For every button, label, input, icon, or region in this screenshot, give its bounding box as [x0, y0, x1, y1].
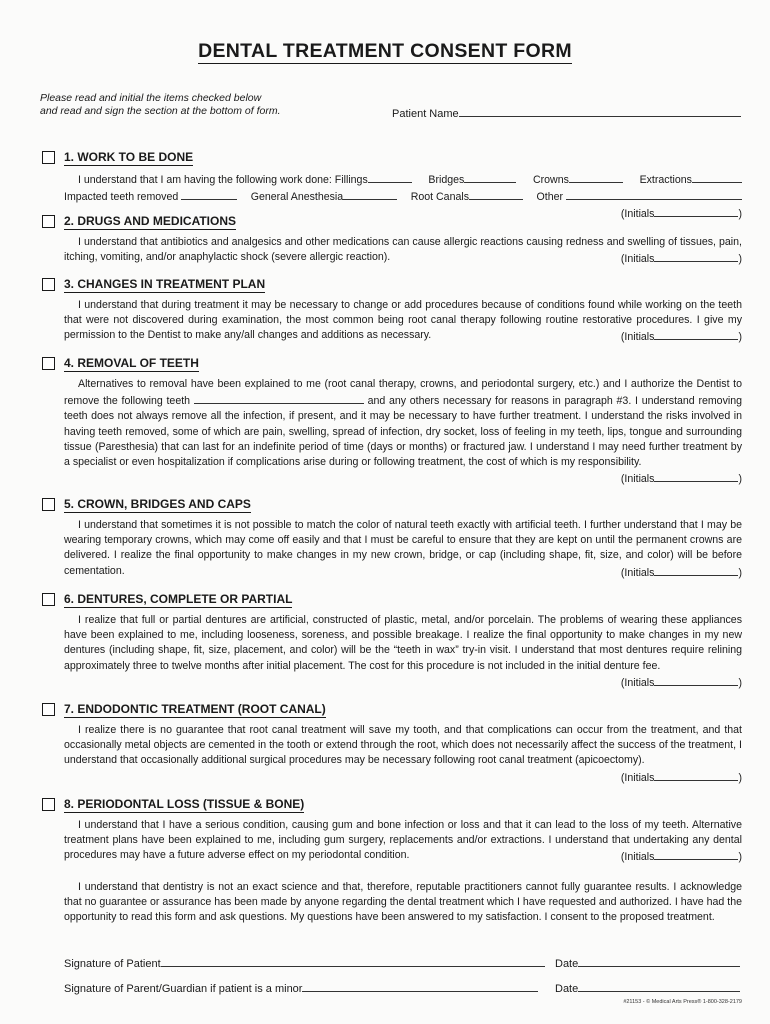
- section-3-title: 3. CHANGES IN TREATMENT PLAN: [64, 277, 266, 291]
- instructions: Please read and initial the items checked below and read and sign the section at the bottom of form.: [40, 92, 281, 117]
- section-8-checkbox[interactable]: [42, 798, 55, 811]
- section-work-to-be-done: [42, 150, 742, 220]
- section-2-checkbox[interactable]: [42, 215, 55, 228]
- section-5-title: 5. CROWN, BRIDGES AND CAPS: [64, 497, 251, 511]
- closing-statement: I understand that dentistry is not an exact science and that, therefore, reputable practitioners cannot fully guarantee results. I acknowledge that no guarantee or assurance has been made by anyone regarding the dental treatment which I have requested and authorized. I have had the opportunity to read this form and ask questions. My questions have been answered to my satisfaction. I consent to the proposed treatment.: [64, 881, 742, 924]
- teeth-to-remove-line[interactable]: [194, 392, 364, 404]
- section-4-title: 4. REMOVAL OF TEETH: [64, 356, 199, 370]
- section-7-checkbox[interactable]: [42, 703, 55, 716]
- guardian-signature-field[interactable]: Signature of Parent/Guardian if patient is a minor: [64, 980, 538, 995]
- form-title: DENTAL TREATMENT CONSENT FORM: [198, 40, 572, 62]
- section-1-title: 1. WORK TO BE DONE: [64, 150, 194, 164]
- section-6-body: I realize that full or partial dentures are artificial, constructed of plastic, metal, and/or porcelain. The problems of wearing these appliances have been explained to me, including looseness, soreness, and possible breakage. I realize the final opportunity to make changes in my new dentures (including shape, fit, size, placement, and color) will be the “teeth in wax” try-in visit. I understand that most dentures require relining approximately three to twelve months after initial placement. The cost for this procedure is not included in the initial denture fee. (Initials ): [64, 613, 742, 691]
- section-1-checkbox[interactable]: [42, 151, 55, 164]
- section-4-body: Alternatives to removal have been explained to me (root canal therapy, crowns, and periodontal surgery, etc.) and I authorize the Dentist to remove the following teeth and any others necessary for reasons in paragraph #3. I understand removing teeth does not always remove all the infection, if present, and it may be necessary to have further treatment. I understand the risks involved in having teeth removed, some of which are pain, swelling, spread of infection, dry socket, loss of feeling in my teeth, lips, tongue and surrounding tissue (Paresthesia) that can last for an indefinite period of time (days or months) or fractured jaw. I understand I may need further treatment by a specialist or even hospitalization if complications arise during or following treatment, the cost of which is my responsibility. (Initials ): [64, 377, 742, 487]
- patient-name-line[interactable]: [459, 105, 741, 117]
- section-1-initials[interactable]: (Initials ): [621, 205, 742, 222]
- section-7-title: 7. ENDODONTIC TREATMENT (ROOT CANAL): [64, 702, 326, 716]
- section-6-initials[interactable]: (Initials ): [621, 674, 742, 691]
- section-8-title: 8. PERIODONTAL LOSS (TISSUE & BONE): [64, 797, 305, 811]
- section-5-body: I understand that sometimes it is not possible to match the color of natural teeth exactly with artificial teeth. I further understand that I may be wearing temporary crowns, which may come off easily and that I must be careful to ensure that they are kept on until the permanent crowns are delivered. I realize the final opportunity to make changes in my new crown, bridge, or cap (including shape, fit, size, and color) will be before cementation. (Initials ): [64, 518, 742, 581]
- section-7-initials[interactable]: (Initials ): [621, 769, 742, 786]
- form-footer: #21153 - © Medical Arts Press® 1-800-328-2179: [623, 999, 742, 1005]
- section-3-body: I understand that during treatment it may be necessary to change or add procedures because of conditions found while working on the teeth that were not discovered during examination, the most common being root canal therapy following routine restorative procedures. I give my permission to the Dentist to make any/all changes and additions as necessary. (Initials ): [64, 298, 742, 346]
- patient-name-field[interactable]: Patient Name: [392, 105, 741, 120]
- section-5-initials[interactable]: (Initials ): [621, 564, 742, 581]
- section-2-body: I understand that antibiotics and analgesics and other medications can cause allergic reactions causing redness and swelling of tissues, pain, itching, vomiting, and/or anaphylactic shock (severe allergic reaction). (Initials ): [64, 235, 742, 267]
- patient-signature-field[interactable]: Signature of Patient: [64, 955, 545, 970]
- section-2-initials[interactable]: (Initials ): [621, 250, 742, 267]
- patient-date-field[interactable]: Date: [555, 955, 740, 970]
- section-4-checkbox[interactable]: [42, 357, 55, 370]
- section-7-body: I realize there is no guarantee that root canal treatment will save my tooth, and that complications can occur from the treatment, and that occasionally metal objects are cemented in the tooth or extend through the root, which does not necessarily affect the success of the treatment, I understand that occasionally additional surgical procedures may be necessary following root canal treatment (apicoectomy). (Initials ): [64, 723, 742, 786]
- section-8-body: I understand that I have a serious condition, causing gum and bone infection or loss and that it can lead to the loss of my teeth. Alternative treatment plans have been explained to me, including gum surgery, replacements and/or extractions. I understand that undertaking any dental procedures may have a future adverse effect on my periodontal condition. (Initials ): [64, 818, 742, 866]
- section-3-checkbox[interactable]: [42, 278, 55, 291]
- section-3-initials[interactable]: (Initials ): [621, 328, 742, 345]
- section-6-checkbox[interactable]: [42, 593, 55, 606]
- section-8-initials[interactable]: (Initials ): [621, 848, 742, 865]
- section-4-initials[interactable]: (Initials ): [621, 470, 742, 487]
- section-6-title: 6. DENTURES, COMPLETE OR PARTIAL: [64, 592, 293, 606]
- section-5-checkbox[interactable]: [42, 498, 55, 511]
- section-2-title: 2. DRUGS AND MEDICATIONS: [64, 214, 237, 228]
- section-1-body: I understand that I am having the following work done: Fillings Bridges Crowns Extractions Impacted teeth removed General Anesthesia Root Canals Other (Initials ): [64, 171, 742, 223]
- guardian-date-field[interactable]: Date: [555, 980, 740, 995]
